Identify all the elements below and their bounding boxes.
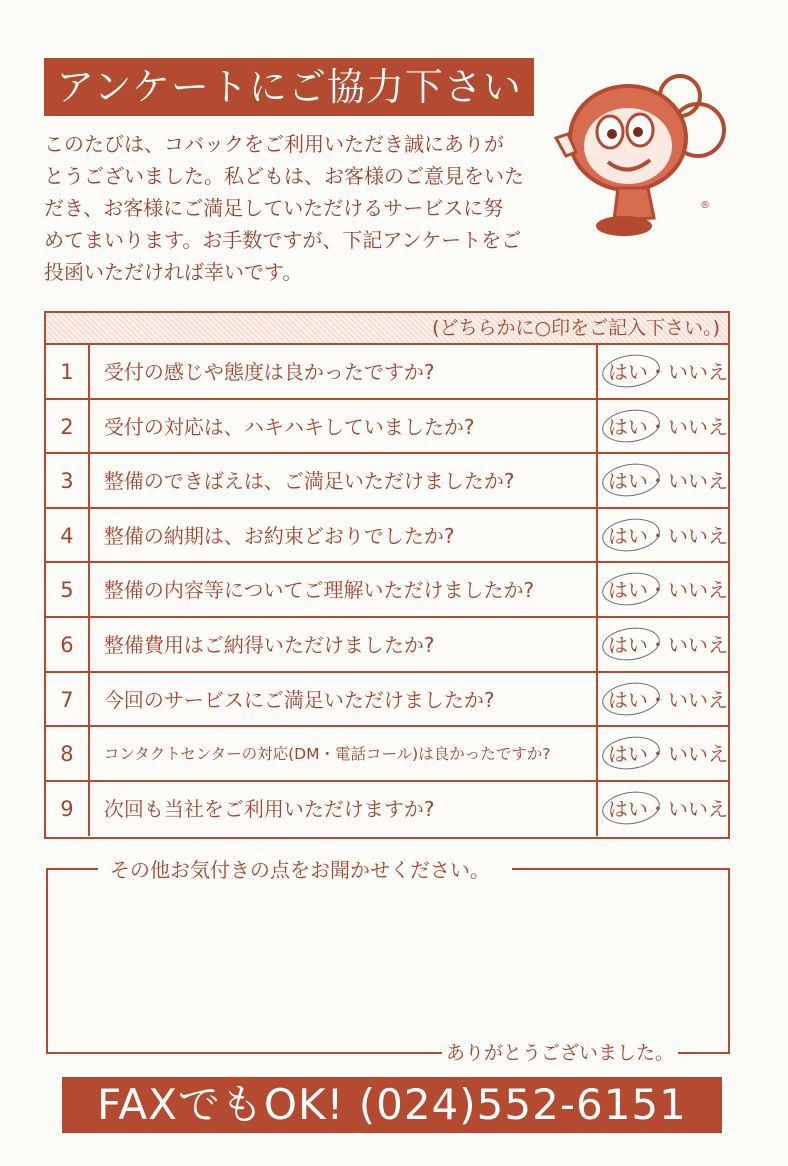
question-number: 5 — [46, 563, 90, 616]
comments-border — [512, 868, 728, 870]
intro-line: このたびは、コバックをご利用いただき誠にありが — [44, 132, 504, 156]
intro-line: とうございました。私どもは、お客様のご意見をいた — [44, 164, 524, 188]
answer-choice[interactable] — [598, 454, 728, 507]
answer-yes[interactable]: はい — [608, 687, 648, 712]
question-number: 8 — [46, 727, 90, 780]
page-title: アンケートにご協力下さい — [44, 58, 534, 116]
question-text: 整備の内容等についてご理解いただけましたか? — [90, 563, 598, 616]
answer-no[interactable]: いいえ — [668, 469, 728, 494]
question-number: 7 — [46, 673, 90, 726]
handwritten-circle — [600, 406, 662, 446]
survey-row — [46, 782, 728, 837]
survey-instruction: (どちらかに○印をご記入下さい。) — [46, 313, 728, 345]
question-number: 3 — [46, 454, 90, 507]
question-text: 整備費用はご納得いただけましたか? — [90, 618, 598, 671]
handwritten-circle — [600, 460, 662, 500]
question-number: 9 — [46, 782, 90, 837]
answer-separator: ・ — [648, 742, 668, 767]
answer-choice[interactable] — [598, 673, 728, 726]
fax-banner: FAXでもOK! (024)552-6151 — [62, 1077, 722, 1133]
answer-separator: ・ — [648, 687, 668, 712]
question-number: 1 — [46, 345, 90, 398]
question-text: 今回のサービスにご満足いただけましたか? — [90, 673, 598, 726]
comments-box[interactable] — [46, 858, 730, 1064]
question-text: 整備のできばえは、ご満足いただけましたか? — [90, 454, 598, 507]
answer-no[interactable]: いいえ — [668, 523, 728, 548]
handwritten-circle — [600, 788, 662, 828]
answer-choice[interactable] — [598, 727, 728, 780]
handwritten-circle — [600, 351, 662, 391]
answer-yes[interactable]: はい — [608, 469, 648, 494]
answer-yes[interactable]: はい — [608, 632, 648, 657]
survey-row — [46, 400, 728, 455]
answer-no[interactable]: いいえ — [668, 360, 728, 384]
handwritten-circle — [600, 733, 662, 773]
handwritten-circle — [600, 624, 662, 664]
comments-border — [48, 868, 98, 870]
question-number: 4 — [46, 509, 90, 562]
survey-row — [46, 345, 728, 400]
question-number: 2 — [46, 400, 90, 453]
question-text: コンタクトセンターの対応(DM・電話コール)は良かったですか? — [90, 727, 598, 780]
mascot-character-icon — [548, 68, 728, 248]
answer-choice[interactable] — [598, 618, 728, 671]
answer-yes[interactable]: はい — [608, 742, 648, 767]
answer-no[interactable]: いいえ — [668, 414, 728, 439]
survey-row — [46, 673, 728, 728]
handwritten-circle — [600, 569, 662, 609]
intro-line: めてまいります。お手数ですが、下記アンケートをご — [44, 228, 522, 252]
answer-no[interactable]: いいえ — [668, 796, 728, 821]
answer-yes[interactable]: はい — [608, 414, 648, 439]
answer-choice[interactable] — [598, 345, 728, 398]
comments-thanks: ありがとうございました。 — [442, 1038, 678, 1065]
survey-row — [46, 618, 728, 673]
survey-table — [44, 311, 730, 839]
survey-row — [46, 727, 728, 782]
answer-no[interactable]: いいえ — [668, 687, 728, 712]
comments-label: その他お気付きの点をお聞かせください。 — [106, 854, 494, 883]
registered-mark: ® — [700, 200, 710, 211]
question-text: 次回も当社をご利用いただけますか? — [90, 782, 598, 837]
handwritten-circle — [600, 515, 662, 555]
answer-choice[interactable] — [598, 509, 728, 562]
question-text: 受付の対応は、ハキハキしていましたか? — [90, 400, 598, 453]
answer-choice[interactable] — [598, 563, 728, 616]
answer-separator: ・ — [648, 360, 668, 384]
intro-line: 投函いただければ幸いです。 — [44, 260, 303, 284]
intro-line: だき、お客様にご満足していただけるサービスに努 — [44, 196, 504, 220]
answer-yes[interactable]: はい — [608, 523, 648, 548]
answer-choice[interactable] — [598, 782, 728, 837]
answer-separator: ・ — [648, 523, 668, 548]
answer-no[interactable]: いいえ — [668, 578, 728, 603]
intro-text — [44, 128, 544, 288]
answer-separator: ・ — [648, 414, 668, 439]
question-number: 6 — [46, 618, 90, 671]
answer-choice[interactable] — [598, 400, 728, 453]
handwritten-circle — [600, 679, 662, 719]
survey-row — [46, 509, 728, 564]
answer-separator: ・ — [648, 469, 668, 494]
answer-separator: ・ — [648, 796, 668, 821]
survey-row — [46, 563, 728, 618]
question-text: 受付の感じや態度は良かったですか? — [90, 345, 598, 398]
answer-separator: ・ — [648, 632, 668, 657]
answer-yes[interactable]: はい — [608, 796, 648, 821]
survey-row — [46, 454, 728, 509]
question-text: 整備の納期は、お約束どおりでしたか? — [90, 509, 598, 562]
answer-yes[interactable]: はい — [608, 578, 648, 603]
answer-no[interactable]: いいえ — [668, 742, 728, 767]
answer-no[interactable]: いいえ — [668, 632, 728, 657]
answer-yes[interactable]: はい — [608, 360, 648, 384]
answer-separator: ・ — [648, 578, 668, 603]
